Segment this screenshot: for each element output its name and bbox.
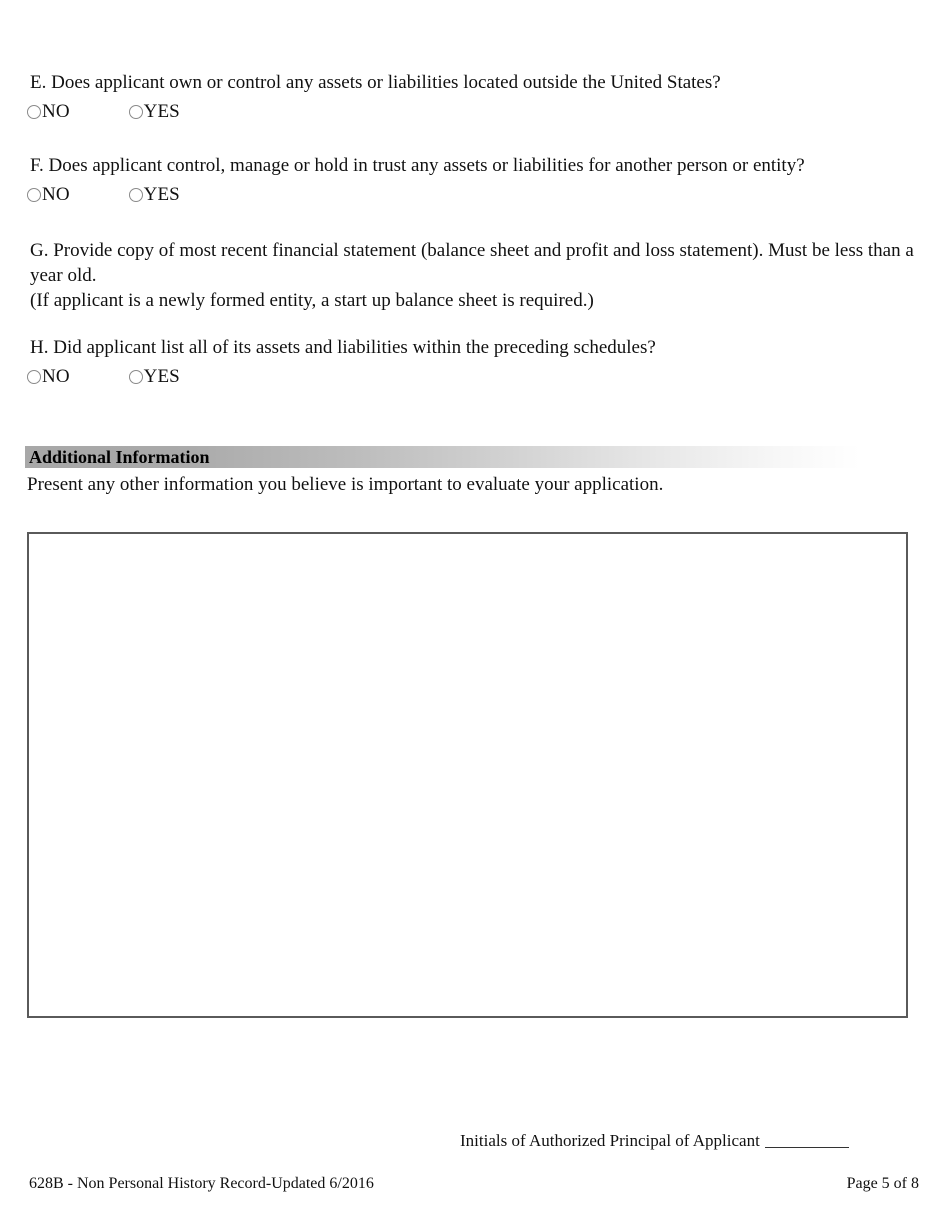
question-h-option-yes[interactable] <box>129 367 180 386</box>
footer-page-number: Page 5 of 8 <box>846 1175 919 1192</box>
question-h-radio-group[interactable] <box>27 367 180 386</box>
question-e-option-yes-label: YES <box>143 101 180 122</box>
radio-circle-icon[interactable] <box>27 188 41 202</box>
question-f-option-yes-label: YES <box>143 184 180 205</box>
question-h-option-no[interactable] <box>27 367 70 386</box>
question-block-e <box>0 70 950 95</box>
question-f-radio-group[interactable] <box>27 185 180 204</box>
radio-circle-icon[interactable] <box>129 370 143 384</box>
question-f-option-no[interactable] <box>27 185 70 204</box>
question-block-f <box>0 153 950 178</box>
radio-circle-icon[interactable] <box>27 105 41 119</box>
radio-circle-icon[interactable] <box>129 105 143 119</box>
question-g-text: G. Provide copy of most recent financial statement (balance sheet and profit and loss statement). Must be less than a year old. <box>30 240 919 286</box>
question-h-option-yes-label: YES <box>143 366 180 387</box>
question-h-text: H. Did applicant list all of its assets and liabilities within the preceding schedules? <box>30 337 656 358</box>
question-e-text: E. Does applicant own or control any assets or liabilities located outside the United States? <box>30 72 721 93</box>
question-e-option-no[interactable] <box>27 102 70 121</box>
question-e-radio-group[interactable] <box>27 102 180 121</box>
question-block-h <box>0 335 950 360</box>
footer-form-id: 628B - Non Personal History Record-Updated 6/2016 <box>29 1175 374 1192</box>
section-header-additional-information <box>25 446 860 468</box>
question-h-option-no-label: NO <box>42 366 70 387</box>
radio-circle-icon[interactable] <box>27 370 41 384</box>
section-heading-label: Additional Information <box>29 447 210 467</box>
question-e-option-yes[interactable] <box>129 102 180 121</box>
question-f-option-no-label: NO <box>42 184 70 205</box>
initials-label: Initials of Authorized Principal of Applicant <box>460 1131 760 1150</box>
section-instruction-text: Present any other information you believe is important to evaluate your application. <box>27 474 664 495</box>
question-g-text-secondary: (If applicant is a newly formed entity, a start up balance sheet is required.) <box>30 290 594 311</box>
question-f-option-yes[interactable] <box>129 185 180 204</box>
question-block-g <box>0 238 950 313</box>
radio-circle-icon[interactable] <box>129 188 143 202</box>
initials-input[interactable] <box>765 1133 849 1148</box>
initials-line <box>460 1131 849 1151</box>
question-f-text: F. Does applicant control, manage or hold in trust any assets or liabilities for another person or entity? <box>30 155 805 176</box>
question-e-option-no-label: NO <box>42 101 70 122</box>
additional-information-input[interactable] <box>27 532 908 1018</box>
